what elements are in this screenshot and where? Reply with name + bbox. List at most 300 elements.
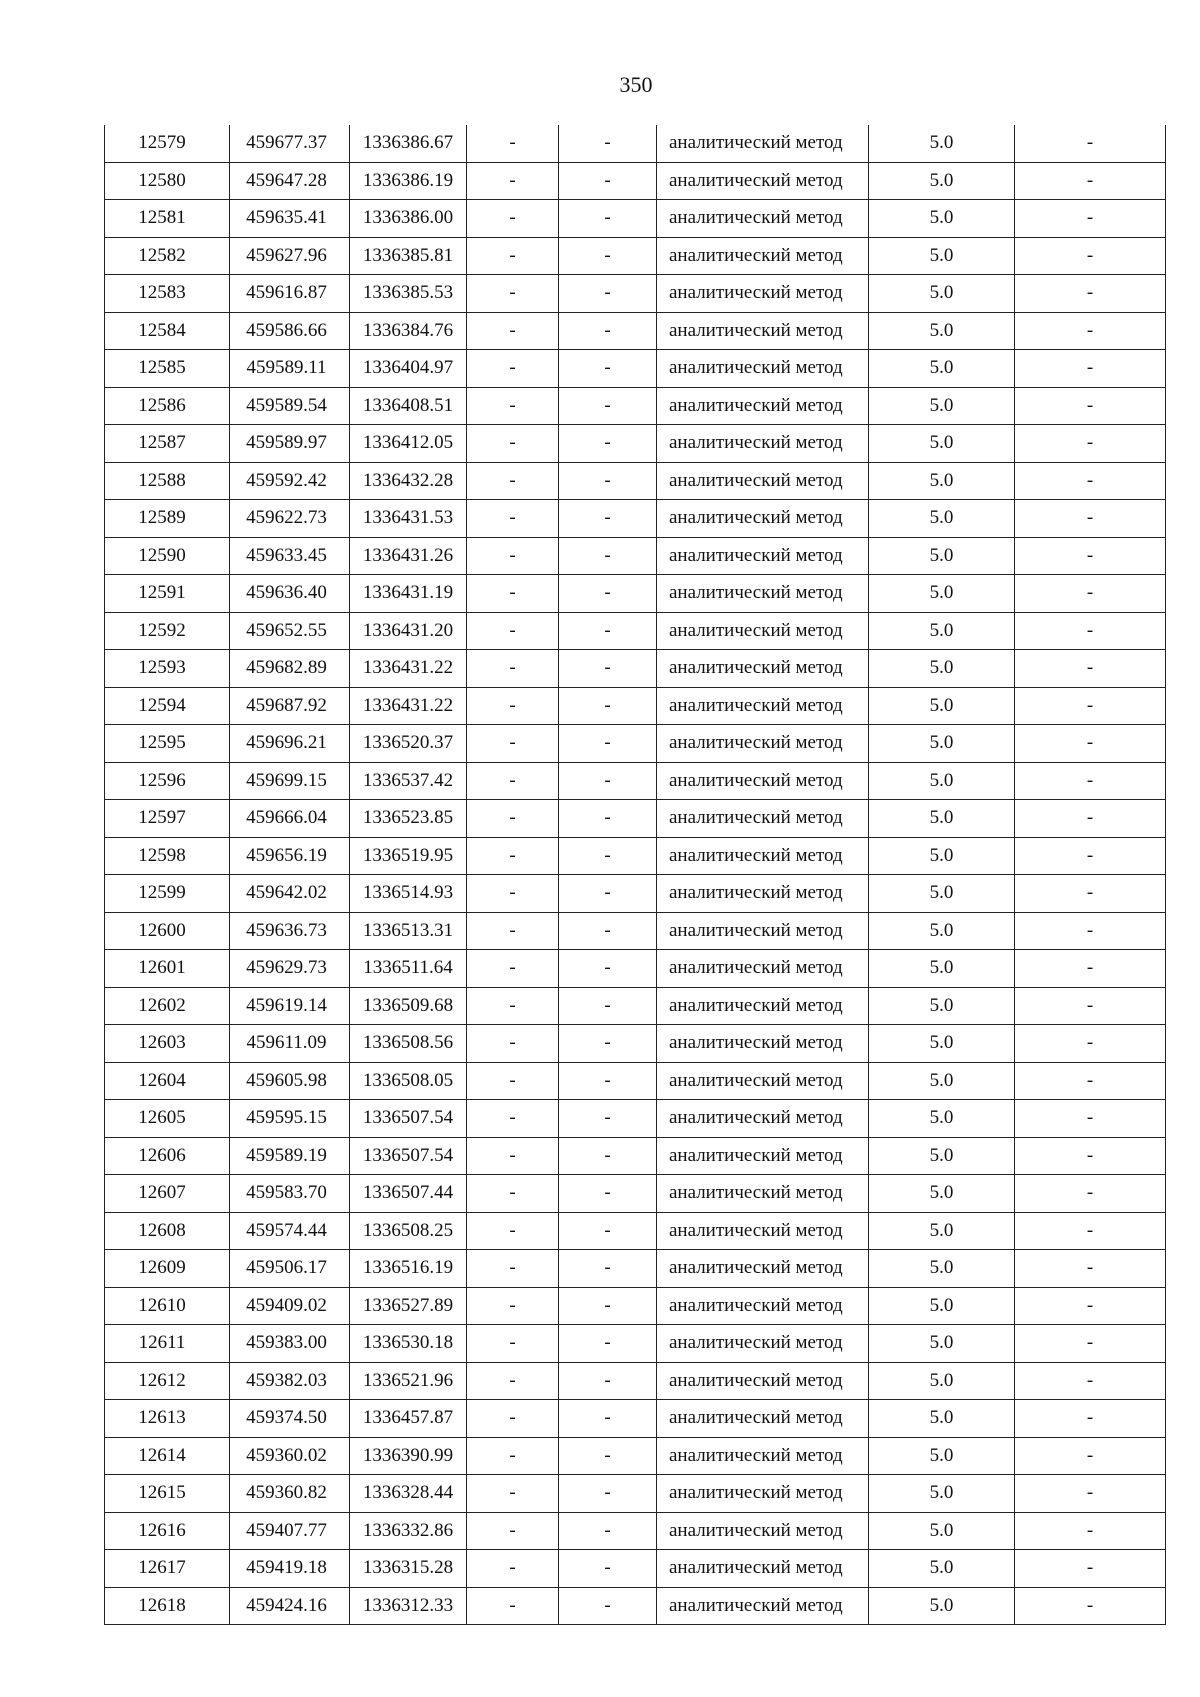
dash-cell-c: -: [1015, 950, 1166, 988]
y-coordinate-cell: 1336312.33: [350, 1587, 467, 1625]
dash-cell-c: -: [1015, 575, 1166, 613]
table-row: [105, 1062, 1166, 1100]
dash-cell-a: -: [467, 1587, 559, 1625]
table-row: [105, 537, 1166, 575]
method-cell: аналитический метод: [657, 387, 869, 425]
table-row: [105, 1437, 1166, 1475]
dash-cell-c: -: [1015, 762, 1166, 800]
accuracy-cell: 5.0: [869, 500, 1015, 538]
x-coordinate-cell: 459589.97: [230, 425, 350, 463]
accuracy-cell: 5.0: [869, 200, 1015, 238]
table-row: [105, 1400, 1166, 1438]
accuracy-cell: 5.0: [869, 312, 1015, 350]
y-coordinate-cell: 1336390.99: [350, 1437, 467, 1475]
x-coordinate-cell: 459635.41: [230, 200, 350, 238]
accuracy-cell: 5.0: [869, 1362, 1015, 1400]
table-row: [105, 650, 1166, 688]
dash-cell-a: -: [467, 537, 559, 575]
method-cell: аналитический метод: [657, 1250, 869, 1288]
method-cell: аналитический метод: [657, 350, 869, 388]
method-cell: аналитический метод: [657, 1062, 869, 1100]
x-coordinate-cell: 459374.50: [230, 1400, 350, 1438]
dash-cell-a: -: [467, 1287, 559, 1325]
y-coordinate-cell: 1336385.81: [350, 237, 467, 275]
dash-cell-a: -: [467, 275, 559, 313]
point-id-cell: 12616: [105, 1512, 230, 1550]
x-coordinate-cell: 459611.09: [230, 1025, 350, 1063]
accuracy-cell: 5.0: [869, 1325, 1015, 1363]
method-cell: аналитический метод: [657, 612, 869, 650]
method-cell: аналитический метод: [657, 875, 869, 913]
x-coordinate-cell: 459622.73: [230, 500, 350, 538]
dash-cell-b: -: [559, 1137, 657, 1175]
dash-cell-c: -: [1015, 650, 1166, 688]
dash-cell-a: -: [467, 725, 559, 763]
dash-cell-b: -: [559, 612, 657, 650]
table-row: [105, 425, 1166, 463]
method-cell: аналитический метод: [657, 1175, 869, 1213]
dash-cell-b: -: [559, 1587, 657, 1625]
method-cell: аналитический метод: [657, 725, 869, 763]
dash-cell-c: -: [1015, 162, 1166, 200]
dash-cell-c: -: [1015, 1287, 1166, 1325]
dash-cell-b: -: [559, 1212, 657, 1250]
point-id-cell: 12590: [105, 537, 230, 575]
point-id-cell: 12598: [105, 837, 230, 875]
dash-cell-a: -: [467, 1362, 559, 1400]
dash-cell-a: -: [467, 125, 559, 162]
y-coordinate-cell: 1336431.26: [350, 537, 467, 575]
x-coordinate-cell: 459382.03: [230, 1362, 350, 1400]
accuracy-cell: 5.0: [869, 987, 1015, 1025]
dash-cell-b: -: [559, 650, 657, 688]
point-id-cell: 12594: [105, 687, 230, 725]
table-row: [105, 1362, 1166, 1400]
dash-cell-c: -: [1015, 612, 1166, 650]
y-coordinate-cell: 1336507.54: [350, 1137, 467, 1175]
dash-cell-c: -: [1015, 1362, 1166, 1400]
x-coordinate-cell: 459424.16: [230, 1587, 350, 1625]
dash-cell-c: -: [1015, 1062, 1166, 1100]
table-row: [105, 875, 1166, 913]
y-coordinate-cell: 1336431.19: [350, 575, 467, 613]
method-cell: аналитический метод: [657, 650, 869, 688]
table-row: [105, 1250, 1166, 1288]
accuracy-cell: 5.0: [869, 462, 1015, 500]
dash-cell-c: -: [1015, 1550, 1166, 1588]
y-coordinate-cell: 1336519.95: [350, 837, 467, 875]
method-cell: аналитический метод: [657, 987, 869, 1025]
dash-cell-a: -: [467, 350, 559, 388]
method-cell: аналитический метод: [657, 912, 869, 950]
x-coordinate-cell: 459642.02: [230, 875, 350, 913]
dash-cell-c: -: [1015, 837, 1166, 875]
method-cell: аналитический метод: [657, 1287, 869, 1325]
table-body: [105, 125, 1166, 1625]
table-row: [105, 1175, 1166, 1213]
x-coordinate-cell: 459383.00: [230, 1325, 350, 1363]
dash-cell-b: -: [559, 1475, 657, 1513]
y-coordinate-cell: 1336523.85: [350, 800, 467, 838]
dash-cell-c: -: [1015, 912, 1166, 950]
accuracy-cell: 5.0: [869, 762, 1015, 800]
x-coordinate-cell: 459627.96: [230, 237, 350, 275]
table-row: [105, 350, 1166, 388]
method-cell: аналитический метод: [657, 1400, 869, 1438]
dash-cell-c: -: [1015, 312, 1166, 350]
y-coordinate-cell: 1336386.19: [350, 162, 467, 200]
table-row: [105, 762, 1166, 800]
y-coordinate-cell: 1336431.22: [350, 687, 467, 725]
dash-cell-b: -: [559, 1550, 657, 1588]
dash-cell-a: -: [467, 425, 559, 463]
method-cell: аналитический метод: [657, 237, 869, 275]
dash-cell-c: -: [1015, 725, 1166, 763]
point-id-cell: 12618: [105, 1587, 230, 1625]
point-id-cell: 12597: [105, 800, 230, 838]
table-row: [105, 387, 1166, 425]
point-id-cell: 12599: [105, 875, 230, 913]
x-coordinate-cell: 459574.44: [230, 1212, 350, 1250]
table-row: [105, 1512, 1166, 1550]
dash-cell-b: -: [559, 425, 657, 463]
dash-cell-a: -: [467, 1137, 559, 1175]
dash-cell-c: -: [1015, 1100, 1166, 1138]
x-coordinate-cell: 459647.28: [230, 162, 350, 200]
point-id-cell: 12612: [105, 1362, 230, 1400]
dash-cell-a: -: [467, 987, 559, 1025]
accuracy-cell: 5.0: [869, 650, 1015, 688]
x-coordinate-cell: 459699.15: [230, 762, 350, 800]
dash-cell-b: -: [559, 500, 657, 538]
table-row: [105, 950, 1166, 988]
dash-cell-a: -: [467, 950, 559, 988]
dash-cell-c: -: [1015, 387, 1166, 425]
accuracy-cell: 5.0: [869, 537, 1015, 575]
dash-cell-c: -: [1015, 687, 1166, 725]
point-id-cell: 12592: [105, 612, 230, 650]
y-coordinate-cell: 1336386.00: [350, 200, 467, 238]
x-coordinate-cell: 459589.19: [230, 1137, 350, 1175]
method-cell: аналитический метод: [657, 1475, 869, 1513]
dash-cell-c: -: [1015, 350, 1166, 388]
dash-cell-a: -: [467, 875, 559, 913]
accuracy-cell: 5.0: [869, 575, 1015, 613]
point-id-cell: 12614: [105, 1437, 230, 1475]
dash-cell-b: -: [559, 350, 657, 388]
dash-cell-b: -: [559, 387, 657, 425]
method-cell: аналитический метод: [657, 200, 869, 238]
x-coordinate-cell: 459652.55: [230, 612, 350, 650]
dash-cell-b: -: [559, 162, 657, 200]
accuracy-cell: 5.0: [869, 350, 1015, 388]
coordinates-table: [104, 125, 1166, 1625]
accuracy-cell: 5.0: [869, 387, 1015, 425]
x-coordinate-cell: 459636.73: [230, 912, 350, 950]
table-row: [105, 1587, 1166, 1625]
point-id-cell: 12587: [105, 425, 230, 463]
point-id-cell: 12591: [105, 575, 230, 613]
x-coordinate-cell: 459506.17: [230, 1250, 350, 1288]
accuracy-cell: 5.0: [869, 162, 1015, 200]
point-id-cell: 12604: [105, 1062, 230, 1100]
y-coordinate-cell: 1336507.44: [350, 1175, 467, 1213]
table-row: [105, 1025, 1166, 1063]
dash-cell-a: -: [467, 1325, 559, 1363]
x-coordinate-cell: 459409.02: [230, 1287, 350, 1325]
point-id-cell: 12606: [105, 1137, 230, 1175]
dash-cell-c: -: [1015, 125, 1166, 162]
dash-cell-b: -: [559, 837, 657, 875]
dash-cell-b: -: [559, 275, 657, 313]
dash-cell-a: -: [467, 200, 559, 238]
point-id-cell: 12602: [105, 987, 230, 1025]
dash-cell-a: -: [467, 1475, 559, 1513]
dash-cell-b: -: [559, 1325, 657, 1363]
table-row: [105, 687, 1166, 725]
y-coordinate-cell: 1336386.67: [350, 125, 467, 162]
dash-cell-c: -: [1015, 1325, 1166, 1363]
dash-cell-a: -: [467, 650, 559, 688]
dash-cell-a: -: [467, 1175, 559, 1213]
method-cell: аналитический метод: [657, 1362, 869, 1400]
method-cell: аналитический метод: [657, 1137, 869, 1175]
dash-cell-b: -: [559, 687, 657, 725]
dash-cell-b: -: [559, 1062, 657, 1100]
dash-cell-c: -: [1015, 987, 1166, 1025]
point-id-cell: 12584: [105, 312, 230, 350]
dash-cell-c: -: [1015, 237, 1166, 275]
y-coordinate-cell: 1336431.22: [350, 650, 467, 688]
y-coordinate-cell: 1336315.28: [350, 1550, 467, 1588]
accuracy-cell: 5.0: [869, 687, 1015, 725]
table-row: [105, 1475, 1166, 1513]
dash-cell-b: -: [559, 1362, 657, 1400]
point-id-cell: 12579: [105, 125, 230, 162]
accuracy-cell: 5.0: [869, 875, 1015, 913]
method-cell: аналитический метод: [657, 837, 869, 875]
dash-cell-c: -: [1015, 875, 1166, 913]
method-cell: аналитический метод: [657, 1100, 869, 1138]
accuracy-cell: 5.0: [869, 1212, 1015, 1250]
point-id-cell: 12609: [105, 1250, 230, 1288]
accuracy-cell: 5.0: [869, 425, 1015, 463]
dash-cell-c: -: [1015, 1475, 1166, 1513]
point-id-cell: 12611: [105, 1325, 230, 1363]
dash-cell-b: -: [559, 125, 657, 162]
dash-cell-c: -: [1015, 1175, 1166, 1213]
accuracy-cell: 5.0: [869, 1100, 1015, 1138]
dash-cell-c: -: [1015, 462, 1166, 500]
y-coordinate-cell: 1336385.53: [350, 275, 467, 313]
method-cell: аналитический метод: [657, 1587, 869, 1625]
dash-cell-a: -: [467, 1550, 559, 1588]
dash-cell-a: -: [467, 1250, 559, 1288]
y-coordinate-cell: 1336432.28: [350, 462, 467, 500]
table-row: [105, 275, 1166, 313]
y-coordinate-cell: 1336537.42: [350, 762, 467, 800]
point-id-cell: 12580: [105, 162, 230, 200]
dash-cell-a: -: [467, 912, 559, 950]
dash-cell-c: -: [1015, 1137, 1166, 1175]
accuracy-cell: 5.0: [869, 950, 1015, 988]
x-coordinate-cell: 459589.54: [230, 387, 350, 425]
dash-cell-a: -: [467, 237, 559, 275]
point-id-cell: 12617: [105, 1550, 230, 1588]
dash-cell-b: -: [559, 875, 657, 913]
accuracy-cell: 5.0: [869, 1512, 1015, 1550]
point-id-cell: 12583: [105, 275, 230, 313]
method-cell: аналитический метод: [657, 162, 869, 200]
point-id-cell: 12581: [105, 200, 230, 238]
dash-cell-a: -: [467, 687, 559, 725]
y-coordinate-cell: 1336508.25: [350, 1212, 467, 1250]
y-coordinate-cell: 1336508.56: [350, 1025, 467, 1063]
dash-cell-c: -: [1015, 1437, 1166, 1475]
y-coordinate-cell: 1336408.51: [350, 387, 467, 425]
method-cell: аналитический метод: [657, 800, 869, 838]
dash-cell-a: -: [467, 1062, 559, 1100]
method-cell: аналитический метод: [657, 687, 869, 725]
accuracy-cell: 5.0: [869, 1400, 1015, 1438]
dash-cell-a: -: [467, 1025, 559, 1063]
x-coordinate-cell: 459666.04: [230, 800, 350, 838]
method-cell: аналитический метод: [657, 312, 869, 350]
dash-cell-c: -: [1015, 1400, 1166, 1438]
dash-cell-c: -: [1015, 500, 1166, 538]
table-row: [105, 500, 1166, 538]
dash-cell-b: -: [559, 1400, 657, 1438]
x-coordinate-cell: 459633.45: [230, 537, 350, 575]
dash-cell-a: -: [467, 1512, 559, 1550]
point-id-cell: 12596: [105, 762, 230, 800]
point-id-cell: 12610: [105, 1287, 230, 1325]
dash-cell-a: -: [467, 612, 559, 650]
y-coordinate-cell: 1336328.44: [350, 1475, 467, 1513]
dash-cell-a: -: [467, 575, 559, 613]
dash-cell-b: -: [559, 912, 657, 950]
point-id-cell: 12615: [105, 1475, 230, 1513]
table-row: [105, 312, 1166, 350]
y-coordinate-cell: 1336511.64: [350, 950, 467, 988]
dash-cell-c: -: [1015, 1025, 1166, 1063]
accuracy-cell: 5.0: [869, 1550, 1015, 1588]
y-coordinate-cell: 1336520.37: [350, 725, 467, 763]
accuracy-cell: 5.0: [869, 837, 1015, 875]
x-coordinate-cell: 459656.19: [230, 837, 350, 875]
y-coordinate-cell: 1336332.86: [350, 1512, 467, 1550]
table-row: [105, 1325, 1166, 1363]
point-id-cell: 12586: [105, 387, 230, 425]
y-coordinate-cell: 1336530.18: [350, 1325, 467, 1363]
x-coordinate-cell: 459583.70: [230, 1175, 350, 1213]
table-row: [105, 1137, 1166, 1175]
accuracy-cell: 5.0: [869, 1062, 1015, 1100]
accuracy-cell: 5.0: [869, 800, 1015, 838]
dash-cell-c: -: [1015, 1250, 1166, 1288]
dash-cell-c: -: [1015, 1212, 1166, 1250]
point-id-cell: 12605: [105, 1100, 230, 1138]
method-cell: аналитический метод: [657, 1437, 869, 1475]
dash-cell-b: -: [559, 1287, 657, 1325]
dash-cell-a: -: [467, 1400, 559, 1438]
dash-cell-b: -: [559, 1175, 657, 1213]
x-coordinate-cell: 459696.21: [230, 725, 350, 763]
table-row: [105, 1287, 1166, 1325]
x-coordinate-cell: 459360.82: [230, 1475, 350, 1513]
table-row: [105, 987, 1166, 1025]
point-id-cell: 12589: [105, 500, 230, 538]
x-coordinate-cell: 459616.87: [230, 275, 350, 313]
table-row: [105, 725, 1166, 763]
accuracy-cell: 5.0: [869, 1137, 1015, 1175]
y-coordinate-cell: 1336412.05: [350, 425, 467, 463]
point-id-cell: 12585: [105, 350, 230, 388]
point-id-cell: 12603: [105, 1025, 230, 1063]
x-coordinate-cell: 459687.92: [230, 687, 350, 725]
table-row: [105, 837, 1166, 875]
accuracy-cell: 5.0: [869, 725, 1015, 763]
x-coordinate-cell: 459605.98: [230, 1062, 350, 1100]
point-id-cell: 12613: [105, 1400, 230, 1438]
accuracy-cell: 5.0: [869, 1587, 1015, 1625]
method-cell: аналитический метод: [657, 125, 869, 162]
dash-cell-b: -: [559, 537, 657, 575]
dash-cell-b: -: [559, 462, 657, 500]
dash-cell-b: -: [559, 1250, 657, 1288]
y-coordinate-cell: 1336527.89: [350, 1287, 467, 1325]
point-id-cell: 12608: [105, 1212, 230, 1250]
dash-cell-c: -: [1015, 275, 1166, 313]
dash-cell-b: -: [559, 1025, 657, 1063]
dash-cell-b: -: [559, 1437, 657, 1475]
method-cell: аналитический метод: [657, 462, 869, 500]
dash-cell-b: -: [559, 762, 657, 800]
dash-cell-b: -: [559, 725, 657, 763]
accuracy-cell: 5.0: [869, 912, 1015, 950]
accuracy-cell: 5.0: [869, 1175, 1015, 1213]
point-id-cell: 12593: [105, 650, 230, 688]
method-cell: аналитический метод: [657, 575, 869, 613]
accuracy-cell: 5.0: [869, 275, 1015, 313]
dash-cell-b: -: [559, 950, 657, 988]
method-cell: аналитический метод: [657, 1025, 869, 1063]
dash-cell-b: -: [559, 800, 657, 838]
point-id-cell: 12582: [105, 237, 230, 275]
method-cell: аналитический метод: [657, 1325, 869, 1363]
dash-cell-b: -: [559, 312, 657, 350]
dash-cell-a: -: [467, 1437, 559, 1475]
x-coordinate-cell: 459595.15: [230, 1100, 350, 1138]
accuracy-cell: 5.0: [869, 1250, 1015, 1288]
x-coordinate-cell: 459419.18: [230, 1550, 350, 1588]
accuracy-cell: 5.0: [869, 125, 1015, 162]
dash-cell-b: -: [559, 987, 657, 1025]
x-coordinate-cell: 459586.66: [230, 312, 350, 350]
accuracy-cell: 5.0: [869, 1475, 1015, 1513]
dash-cell-a: -: [467, 500, 559, 538]
table-row: [105, 462, 1166, 500]
dash-cell-c: -: [1015, 425, 1166, 463]
x-coordinate-cell: 459589.11: [230, 350, 350, 388]
dash-cell-c: -: [1015, 800, 1166, 838]
dash-cell-b: -: [559, 200, 657, 238]
x-coordinate-cell: 459636.40: [230, 575, 350, 613]
table-row: [105, 575, 1166, 613]
dash-cell-c: -: [1015, 1512, 1166, 1550]
y-coordinate-cell: 1336508.05: [350, 1062, 467, 1100]
accuracy-cell: 5.0: [869, 612, 1015, 650]
